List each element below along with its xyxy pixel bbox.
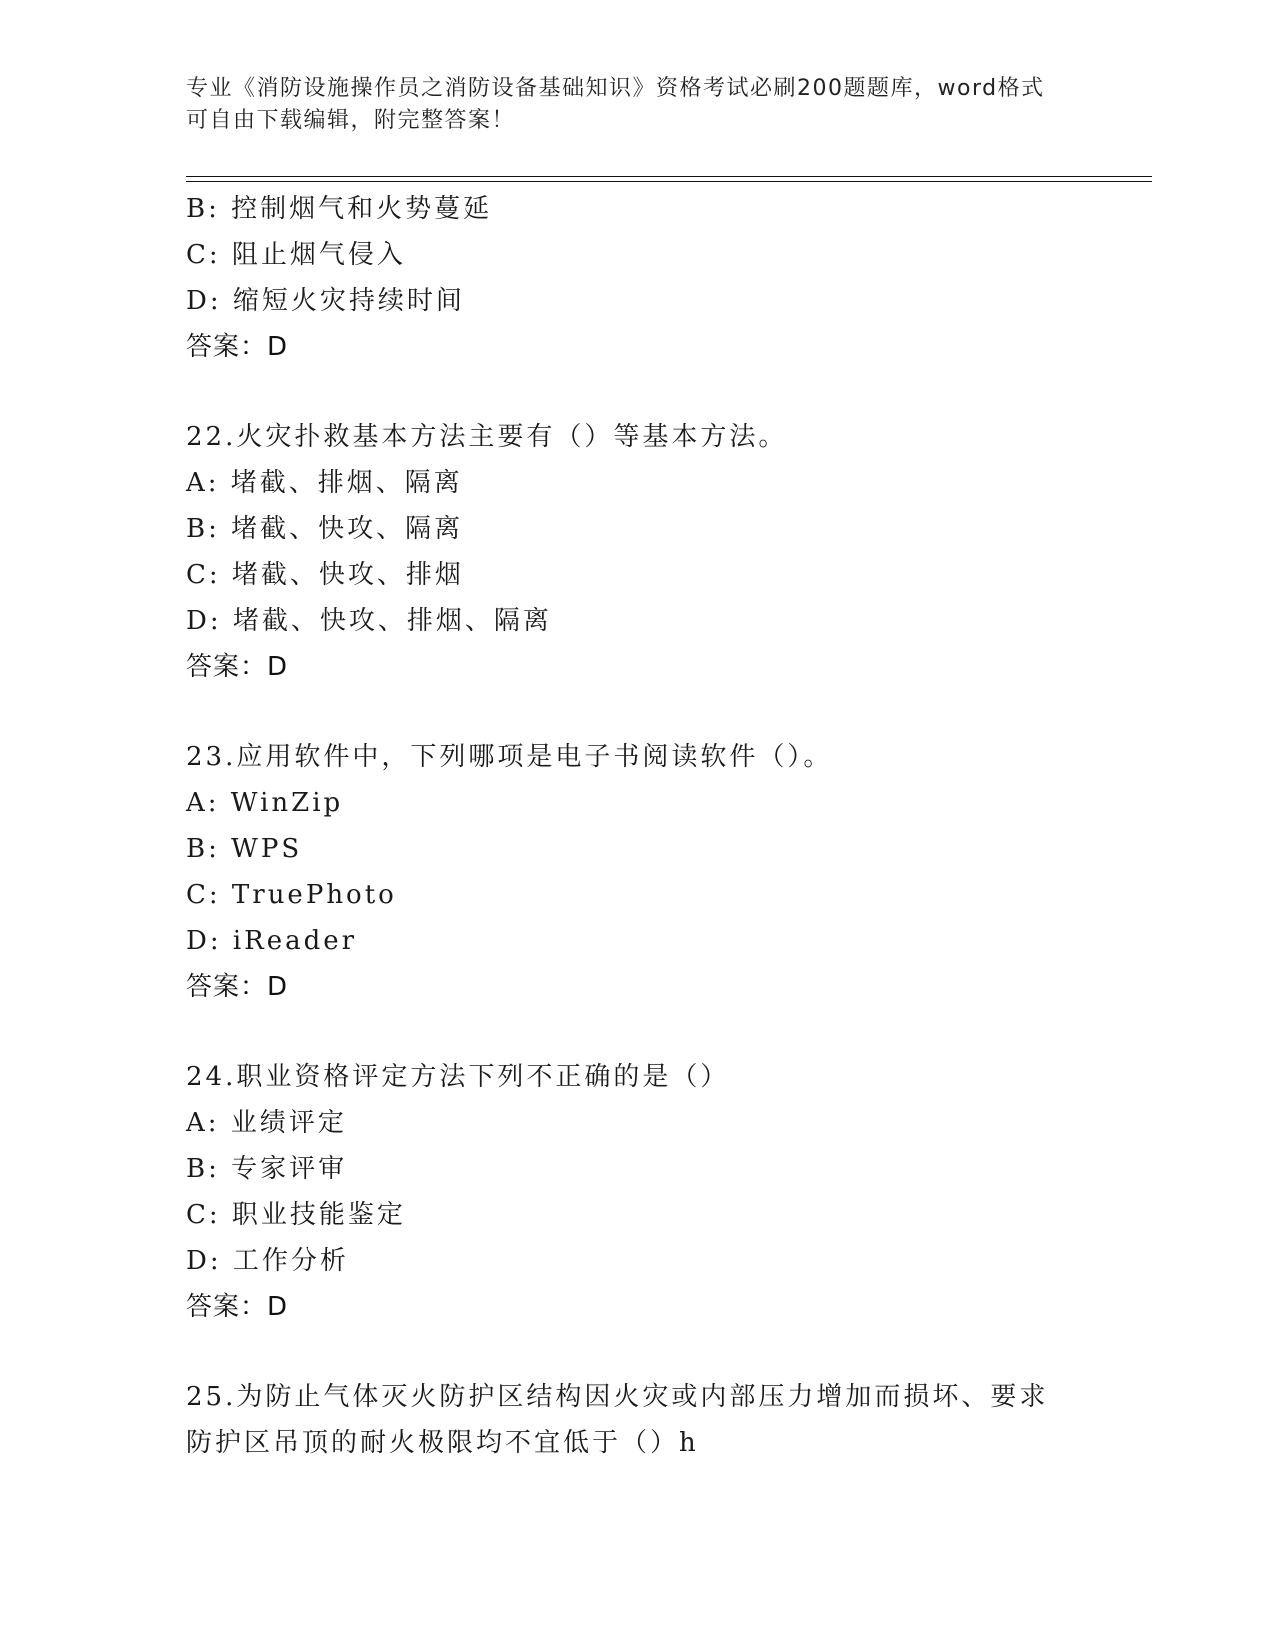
option-a: A: WinZip [186, 788, 344, 818]
question-23 [186, 734, 1106, 1010]
option-b: B: 堵截、快攻、隔离 [186, 514, 464, 544]
answer-line: 答案：D [186, 1292, 289, 1322]
answer-line: 答案：D [186, 972, 289, 1002]
question-stem: 23.应用软件中，下列哪项是电子书阅读软件（）。 [186, 742, 833, 772]
question-25 [186, 1374, 1106, 1466]
answer-line: 答案：D [186, 652, 289, 682]
option-a: A: 堵截、排烟、隔离 [186, 468, 463, 498]
option-d: D: 堵截、快攻、排烟、隔离 [186, 606, 552, 636]
option-c: C: 阻止烟气侵入 [186, 240, 406, 270]
question-stem: 25.为防止气体灭火防护区结构因火灾或内部压力增加而损坏、要求防护区吊顶的耐火极限均不宜低于（）h [186, 1382, 1049, 1458]
option-c: C: 堵截、快攻、排烟 [186, 560, 464, 590]
option-d: D: 工作分析 [186, 1246, 349, 1276]
question-stem: 22.火灾扑救基本方法主要有（）等基本方法。 [186, 422, 788, 452]
option-b: B: 控制烟气和火势蔓延 [186, 194, 493, 224]
question-21-continuation [186, 186, 1106, 370]
question-24 [186, 1054, 1106, 1330]
header-divider-bottom [186, 181, 1152, 182]
question-content [186, 186, 1106, 1466]
answer-line: 答案：D [186, 332, 289, 362]
option-d: D: iReader [186, 926, 358, 956]
option-b: B: 专家评审 [186, 1154, 348, 1184]
option-b: B: WPS [186, 834, 303, 864]
question-stem: 24.职业资格评定方法下列不正确的是（） [186, 1062, 730, 1092]
option-c: C: 职业技能鉴定 [186, 1200, 406, 1230]
option-a: A: 业绩评定 [186, 1108, 347, 1138]
question-22 [186, 414, 1106, 690]
header-divider-top [186, 176, 1152, 177]
option-c: C: TruePhoto [186, 880, 397, 910]
document-header: 专业《消防设施操作员之消防设备基础知识》资格考试必刷200题题库，word格式可自由下载编辑，附完整答案！ [186, 76, 1045, 133]
option-d: D: 缩短火灾持续时间 [186, 286, 465, 316]
